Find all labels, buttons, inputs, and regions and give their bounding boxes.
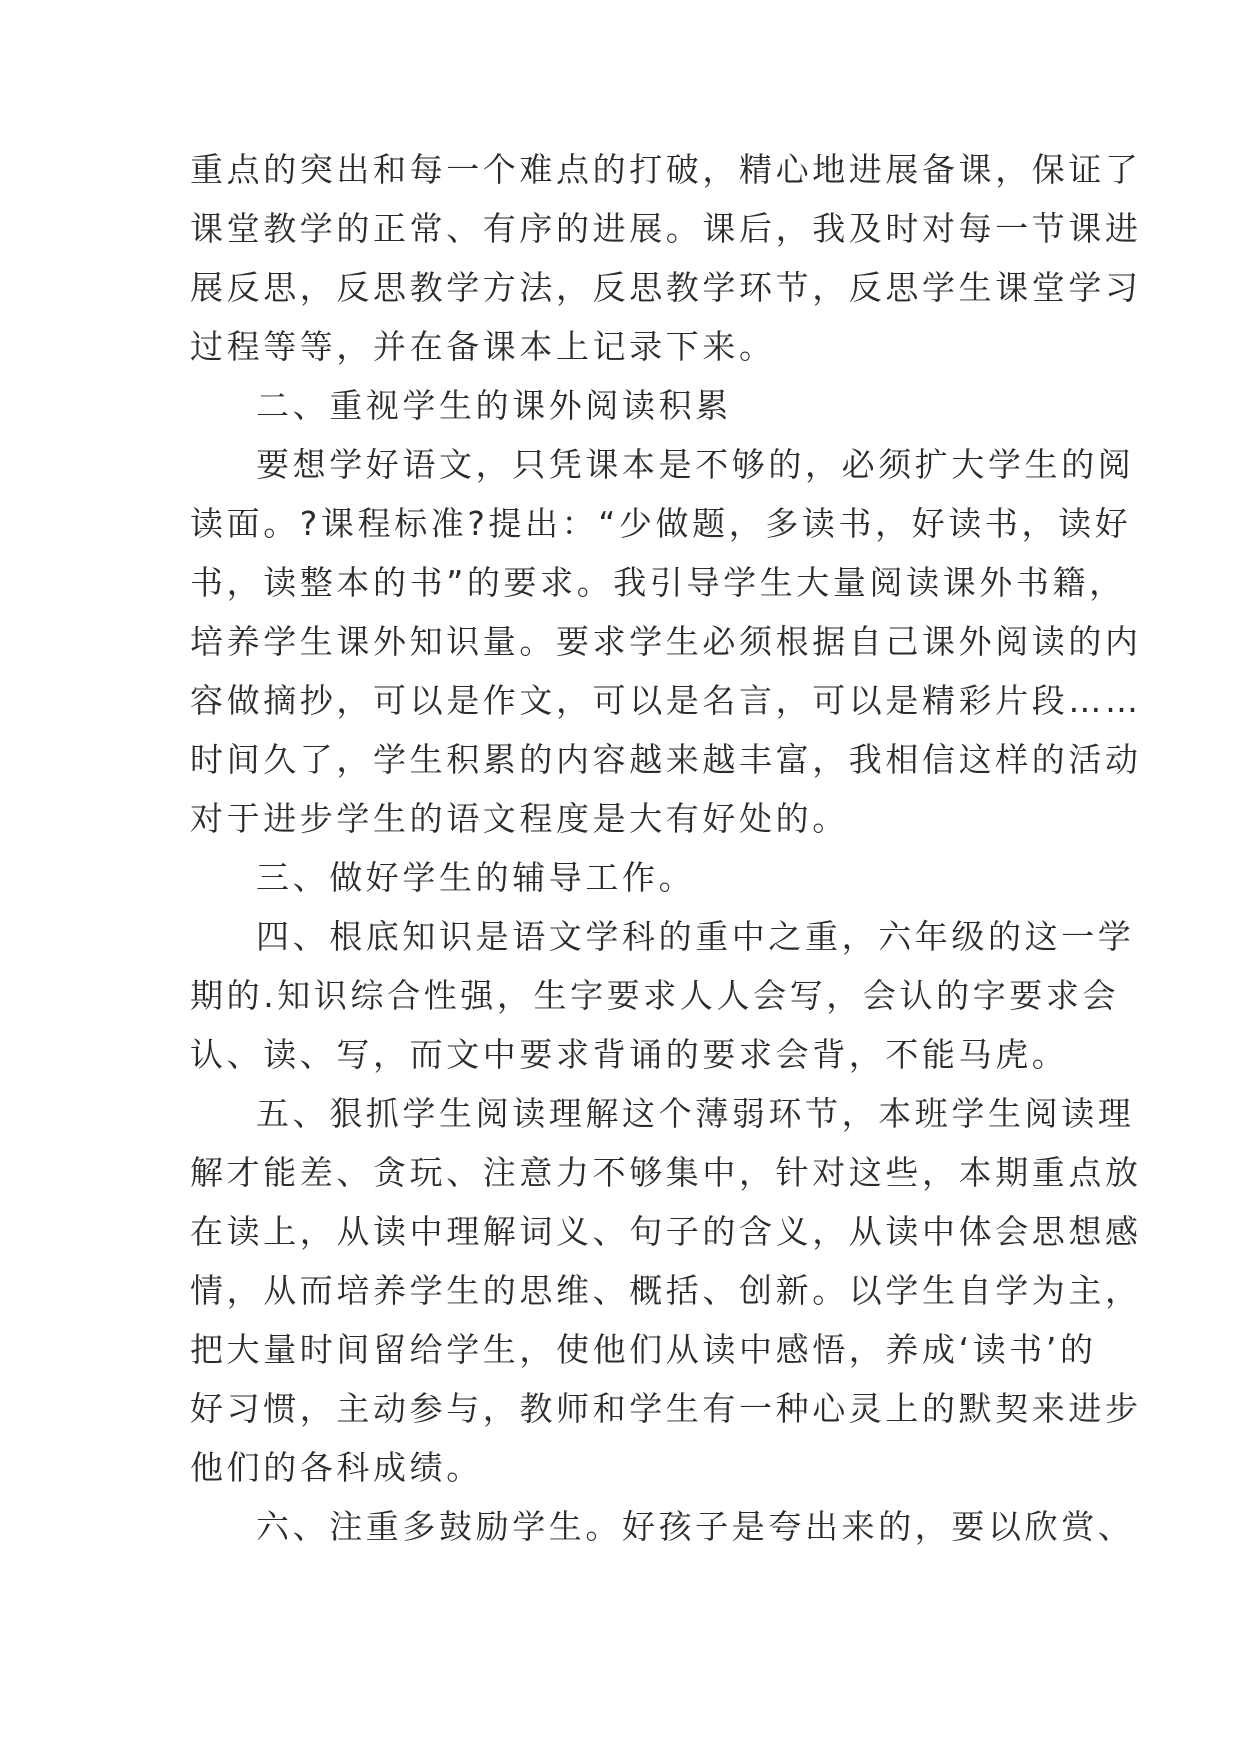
text-line: 过程等等，并在备课本上记录下来。 xyxy=(190,327,776,366)
section-heading: 二、重视学生的课外阅读积累 xyxy=(256,386,732,425)
text-line: 情，从而培养学生的思维、概括、创新。以学生自学为主， xyxy=(190,1271,1142,1310)
text-line: 课堂教学的正常、有序的进展。课后，我及时对每一节课进 xyxy=(190,209,1142,248)
text-line: 时间久了，学生积累的内容越来越丰富，我相信这样的活动 xyxy=(190,740,1142,779)
text-line: 容做摘抄，可以是作文，可以是名言，可以是精彩片段…… xyxy=(190,681,1142,720)
section-heading: 三、做好学生的辅导工作。 xyxy=(256,858,696,897)
text-line: 要想学好语文，只凭课本是不够的，必须扩大学生的阅 xyxy=(256,445,1135,484)
text-line: 四、根底知识是语文学科的重中之重，六年级的这一学 xyxy=(256,917,1135,956)
text-line: 重点的突出和每一个难点的打破，精心地进展备课，保证了 xyxy=(190,150,1142,189)
text-line: 展反思，反思教学方法，反思教学环节，反思学生课堂学习 xyxy=(190,268,1142,307)
text-line: 培养学生课外知识量。要求学生必须根据自己课外阅读的内 xyxy=(190,622,1142,661)
text-line: 期的.知识综合性强，生字要求人人会写，会认的字要求会 xyxy=(190,976,1120,1015)
text-line: 五、狠抓学生阅读理解这个薄弱环节，本班学生阅读理 xyxy=(256,1094,1135,1133)
text-line: 对于进步学生的语文程度是大有好处的。 xyxy=(190,799,849,838)
text-line: 好习惯，主动参与，教师和学生有一种心灵上的默契来进步 xyxy=(190,1389,1142,1428)
text-line: 在读上，从读中理解词义、句子的含义，从读中体会思想感 xyxy=(190,1212,1142,1251)
text-line: 读面。?课程标准?提出：“少做题，多读书，好读书，读好 xyxy=(190,504,1132,543)
text-line: 解才能差、贪玩、注意力不够集中，针对这些，本期重点放 xyxy=(190,1153,1142,1192)
text-line: 他们的各科成绩。 xyxy=(190,1448,483,1487)
text-line: 把大量时间留给学生，使他们从读中感悟，养成‘读书’的 xyxy=(190,1330,1097,1369)
text-line: 书，读整本的书”的要求。我引导学生大量阅读课外书籍， xyxy=(190,563,1126,602)
text-line: 六、注重多鼓励学生。好孩子是夸出来的，要以欣赏、 xyxy=(256,1507,1135,1546)
text-line: 认、读、写，而文中要求背诵的要求会背，不能马虎。 xyxy=(190,1035,1069,1074)
